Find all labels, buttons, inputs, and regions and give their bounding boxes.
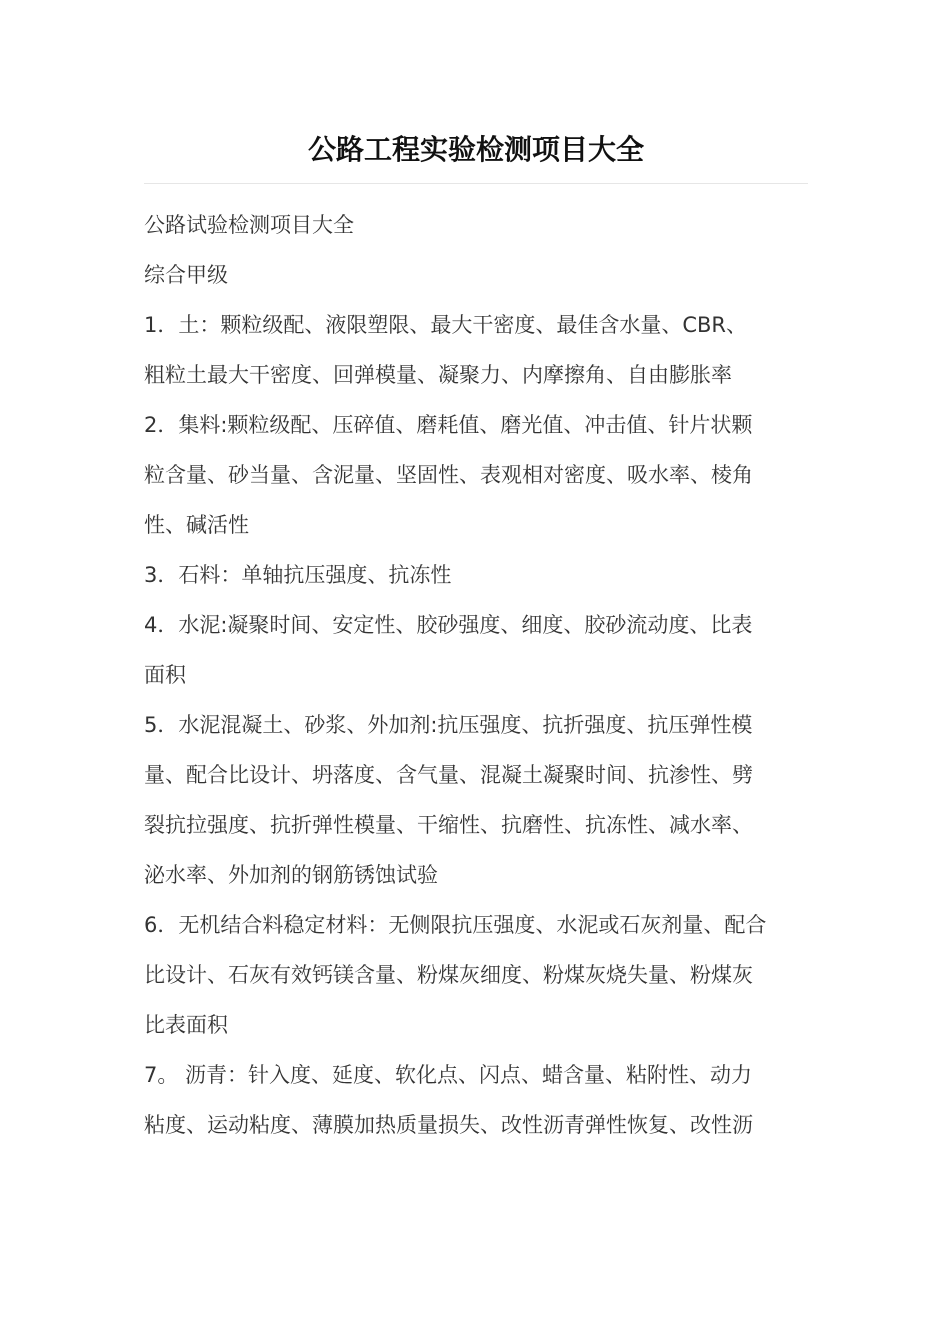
body-line: 裂抗拉强度、抗折弹性模量、干缩性、抗磨性、抗冻性、减水率、 bbox=[144, 813, 753, 837]
body-line: 泌水率、外加剂的钢筋锈蚀试验 bbox=[144, 863, 438, 887]
body-line: 比设计、石灰有效钙镁含量、粉煤灰细度、粉煤灰烧失量、粉煤灰 bbox=[144, 963, 753, 987]
body-line: 粗粒土最大干密度、回弹模量、凝聚力、内摩擦角、自由膨胀率 bbox=[144, 363, 732, 387]
document-title: 公路工程实验检测项目大全 bbox=[307, 133, 644, 166]
body-line: 粒含量、砂当量、含泥量、坚固性、表观相对密度、吸水率、棱角 bbox=[144, 463, 753, 487]
body-line: 6．无机结合料稳定材料：无侧限抗压强度、水泥或石灰剂量、配合 bbox=[144, 913, 767, 937]
body-line: 3．石料：单轴抗压强度、抗冻性 bbox=[144, 563, 452, 587]
document-body bbox=[144, 200, 808, 1150]
body-line: 7。 沥青：针入度、延度、软化点、闪点、蜡含量、粘附性、动力 bbox=[144, 1063, 753, 1087]
title-divider bbox=[144, 183, 808, 184]
body-line: 粘度、运动粘度、薄膜加热质量损失、改性沥青弹性恢复、改性沥 bbox=[144, 1113, 753, 1137]
body-line: 量、配合比设计、坍落度、含气量、混凝土凝聚时间、抗渗性、劈 bbox=[144, 763, 753, 787]
body-line: 综合甲级 bbox=[144, 263, 228, 287]
body-line: 公路试验检测项目大全 bbox=[144, 213, 354, 237]
body-line: 4．水泥:凝聚时间、安定性、胶砂强度、细度、胶砂流动度、比表 bbox=[144, 613, 753, 637]
body-line: 2．集料:颗粒级配、压碎值、磨耗值、磨光值、冲击值、针片状颗 bbox=[144, 413, 753, 437]
body-line: 5．水泥混凝土、砂浆、外加剂:抗压强度、抗折强度、抗压弹性模 bbox=[144, 713, 753, 737]
body-line: 性、碱活性 bbox=[144, 513, 249, 537]
body-line: 面积 bbox=[144, 663, 186, 687]
body-line: 1．土：颗粒级配、液限塑限、最大干密度、最佳含水量、CBR、 bbox=[144, 313, 748, 337]
body-line: 比表面积 bbox=[144, 1013, 228, 1037]
